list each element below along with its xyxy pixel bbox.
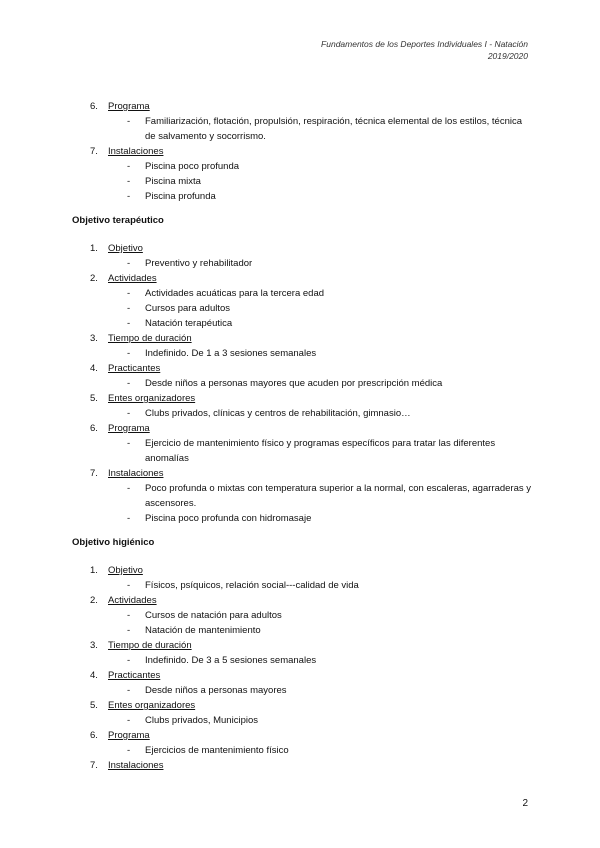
bullet-text: Natación terapéutica (145, 318, 233, 329)
list-item-label: Tiempo de duración (108, 333, 192, 344)
list-item (72, 466, 532, 481)
list-item-number: 1. (90, 565, 98, 576)
list-item-label: Entes organizadores (108, 393, 196, 404)
list-item-label: Instalaciones (108, 468, 164, 479)
list-item-number: 5. (90, 700, 98, 711)
section-heading-hygienic: Objetivo higiénico (72, 537, 155, 548)
list-item-number: 7. (90, 468, 98, 479)
page-header (321, 38, 528, 62)
list-item-label: Entes organizadores (108, 700, 196, 711)
list-item-number: 2. (90, 595, 98, 606)
list-item-number: 2. (90, 273, 98, 284)
page-number: 2 (522, 798, 528, 809)
list-item-number: 4. (90, 670, 98, 681)
bullet-item (72, 578, 532, 593)
bullet-text: Piscina poco profunda con hidromasaje (145, 513, 312, 524)
bullet-text: Preventivo y rehabilitador (145, 258, 253, 269)
list-item-label: Actividades (108, 273, 157, 284)
bullet-item (72, 623, 532, 638)
bullet-text: Clubs privados, clínicas y centros de rehabilitación, gimnasio… (145, 408, 411, 419)
list-item-label: Actividades (108, 595, 157, 606)
list-item (72, 728, 532, 743)
bullet-text: Cursos para adultos (145, 303, 231, 314)
dash-marker: - (127, 438, 131, 449)
dash-marker: - (127, 161, 131, 172)
dash-marker: - (127, 625, 131, 636)
list-item-label: Programa (108, 730, 150, 741)
dash-marker: - (127, 303, 131, 314)
list-item (72, 241, 532, 256)
list-item (72, 758, 532, 773)
bullet-text: Ejercicios de mantenimiento físico (145, 745, 289, 756)
dash-marker: - (127, 318, 131, 329)
bullet-item (72, 406, 532, 421)
list-item-label: Objetivo (108, 565, 143, 576)
list-item (72, 698, 532, 713)
bullet-item (72, 301, 532, 316)
document-body (72, 99, 532, 773)
list-item-label: Instalaciones (108, 760, 164, 771)
bullet-item (72, 713, 532, 728)
list-item-label: Tiempo de duración (108, 640, 192, 651)
bullet-item (72, 511, 532, 526)
bullet-item (72, 256, 532, 271)
section-spacer (72, 550, 532, 563)
list-item-label: Instalaciones (108, 146, 164, 157)
dash-marker: - (127, 610, 131, 621)
dash-marker: - (127, 715, 131, 726)
header-course-title: Fundamentos de los Deportes Individuales I - Natación (321, 39, 528, 49)
list-item-number: 4. (90, 363, 98, 374)
list-item-number: 7. (90, 146, 98, 157)
bullet-text: Actividades acuáticas para la tercera edad (145, 288, 325, 299)
dash-marker: - (127, 745, 131, 756)
bullet-item (72, 683, 532, 698)
bullet-text: Desde niños a personas mayores (145, 685, 287, 696)
bullet-item (72, 346, 532, 361)
list-item-number: 3. (90, 640, 98, 651)
bullet-text: Piscina mixta (145, 176, 201, 187)
list-item-label: Programa (108, 101, 150, 112)
top-section-list (72, 99, 532, 204)
bullet-text: Cursos de natación para adultos (145, 610, 282, 621)
list-item-number: 3. (90, 333, 98, 344)
list-item (72, 144, 532, 159)
list-item (72, 391, 532, 406)
list-item-number: 1. (90, 243, 98, 254)
dash-marker: - (127, 116, 131, 127)
bullet-text: Desde niños a personas mayores que acuden por prescripción médica (145, 378, 443, 389)
section-heading-therapeutic: Objetivo terapéutico (72, 215, 164, 226)
bullet-item (72, 189, 532, 204)
bullet-item (72, 286, 532, 301)
bullet-item (72, 159, 532, 174)
list-item-label: Programa (108, 423, 150, 434)
list-item-label: Objetivo (108, 243, 143, 254)
list-item-number: 6. (90, 101, 98, 112)
list-item-number: 7. (90, 760, 98, 771)
section-spacer (72, 526, 532, 535)
list-item (72, 638, 532, 653)
bullet-text: Indefinido. De 3 a 5 sesiones semanales (145, 655, 317, 666)
list-item (72, 593, 532, 608)
bullet-text: Físicos, psíquicos, relación social---calidad de vida (145, 580, 359, 591)
list-item (72, 361, 532, 376)
list-item (72, 668, 532, 683)
bullet-text: Ejercicio de mantenimiento físico y programas específicos para tratar las diferentes anomalías (145, 438, 496, 464)
list-item-number: 6. (90, 423, 98, 434)
bullet-text: Piscina profunda (145, 191, 216, 202)
dash-marker: - (127, 176, 131, 187)
dash-marker: - (127, 685, 131, 696)
bullet-item (72, 114, 532, 144)
list-item (72, 99, 532, 114)
bullet-text: Natación de mantenimiento (145, 625, 261, 636)
hygienic-list (72, 563, 532, 773)
list-item (72, 563, 532, 578)
dash-marker: - (127, 191, 131, 202)
bullet-item (72, 436, 532, 466)
bullet-item (72, 608, 532, 623)
dash-marker: - (127, 408, 131, 419)
bullet-item (72, 376, 532, 391)
list-item (72, 421, 532, 436)
bullet-item (72, 316, 532, 331)
bullet-text: Poco profunda o mixtas con temperatura superior a la normal, con escaleras, agarraderas y ascensores. (145, 483, 532, 509)
list-item-number: 5. (90, 393, 98, 404)
dash-marker: - (127, 258, 131, 269)
bullet-item (72, 481, 532, 511)
dash-marker: - (127, 378, 131, 389)
list-item-label: Practicantes (108, 670, 161, 681)
dash-marker: - (127, 655, 131, 666)
bullet-text: Piscina poco profunda (145, 161, 240, 172)
therapeutic-list (72, 241, 532, 526)
bullet-item (72, 653, 532, 668)
bullet-text: Clubs privados, Municipios (145, 715, 258, 726)
list-item (72, 331, 532, 346)
bullet-text: Familiarización, flotación, propulsión, respiración, técnica elemental de los estilos, técnica de salvamento y socorrismo. (145, 116, 523, 142)
bullet-text: Indefinido. De 1 a 3 sesiones semanales (145, 348, 317, 359)
dash-marker: - (127, 288, 131, 299)
bullet-item (72, 743, 532, 758)
list-item-label: Practicantes (108, 363, 161, 374)
section-spacer (72, 228, 532, 241)
dash-marker: - (127, 348, 131, 359)
dash-marker: - (127, 513, 131, 524)
bullet-item (72, 174, 532, 189)
header-academic-year: 2019/2020 (487, 51, 528, 61)
section-spacer (72, 204, 532, 213)
list-item-number: 6. (90, 730, 98, 741)
dash-marker: - (127, 483, 131, 494)
dash-marker: - (127, 580, 131, 591)
list-item (72, 271, 532, 286)
